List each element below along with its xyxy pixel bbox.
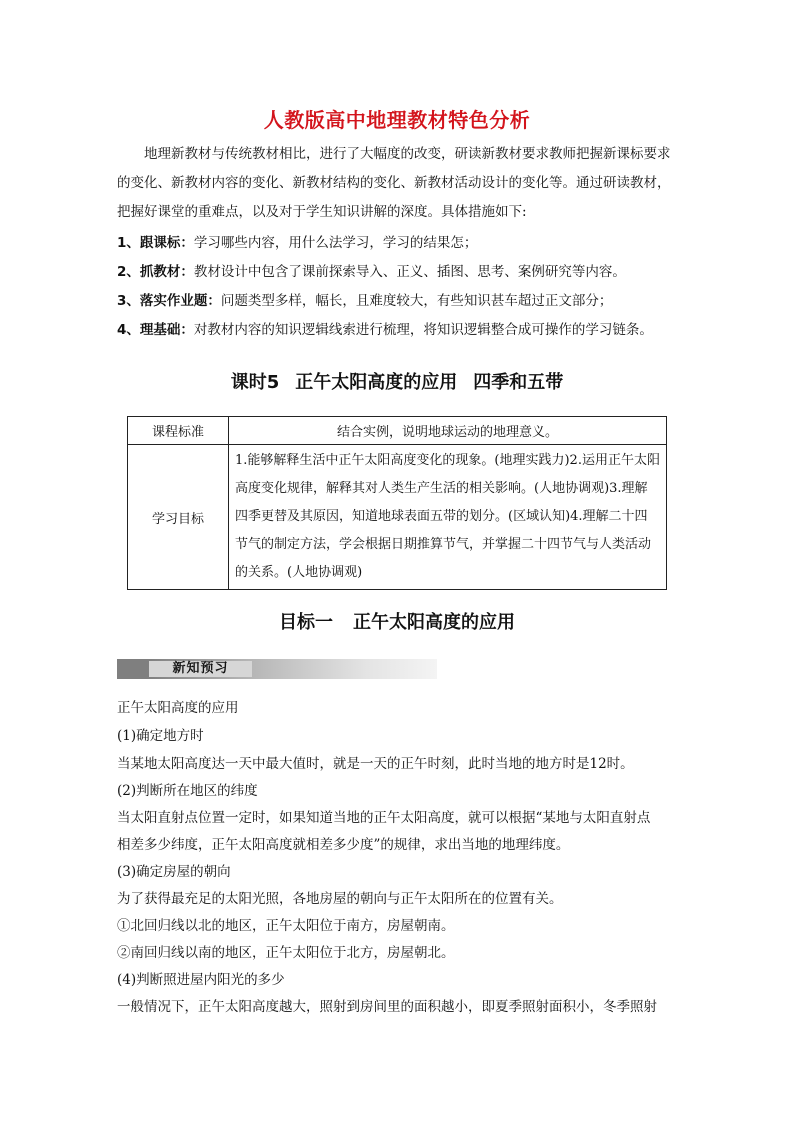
lesson-subtopic: 四季和五带 [473,372,564,393]
body-line: (2)判断所在地区的纬度 [117,783,258,799]
point-item [117,289,687,309]
point-label: 4、理基础： [117,322,194,338]
goal-text: 正午太阳高度的应用 [353,612,515,633]
point-label: 3、落实作业题： [117,293,221,309]
body-line: (4)判断照进屋内阳光的多少 [117,972,285,988]
body-line: 相差多少纬度，正午太阳高度就相差多少度”的规律，求出当地的地理纬度。 [117,837,570,853]
document-title: 人教版高中地理教材特色分析 [263,108,531,132]
section-banner [117,659,437,679]
body-line: (1)确定地方时 [117,728,204,744]
goal-heading [0,608,794,634]
body-line: 当太阳直射点位置一定时，如果知道当地的正午太阳高度，就可以根据“某地与太阳直射点 [117,810,651,826]
point-item [117,231,687,251]
point-item [117,318,687,338]
point-text: 对教材内容的知识逻辑线索进行梳理，将知识逻辑整合成可操作的学习链条。 [193,322,653,338]
lesson-number: 课时5 [230,372,280,393]
table-cell-label: 学习目标 [128,445,229,590]
goal-label: 目标一 [279,612,333,633]
point-text: 问题类型多样，幅长，且难度较大，有些知识甚车超过正文部分； [220,293,613,309]
lesson-topic: 正午太阳高度的应用 [295,372,458,393]
point-text: 教材设计中包含了课前探索导入、正义、插图、思考、案例研究等内容。 [193,264,626,280]
body-line: ①北回归线以北的地区，正午太阳位于南方，房屋朝南。 [117,918,455,934]
body-line: 正午太阳高度的应用 [117,700,239,716]
banner-label: 新知预习 [149,661,252,677]
intro-paragraph: 地理新教材与传统教材相比，进行了大幅度的改变，研读新教材要求教师把握新课标要求的变化、新教材内容的变化、新教材结构的变化、新教材活动设计的变化等。通过研读教材，把握好课堂的重难点，以及对于学生知识讲解的深度。具体措施如下: [117,146,671,220]
table-cell-value: 1.能够解释生活中正午太阳高度变化的现象。(地理实践力)2.运用正午太阳高度变化规律，解释其对人类生产生活的相关影响。(人地协调观)3.理解四季更替及其原因，知道地球表面五带的划分。(区域认知)4.理解二十四节气的制定方法，学会根据日期推算节气，并掌握二十四节气与人类活动的关系。(人地协调观) [229,445,667,590]
table-cell-value: 结合实例，说明地球运动的地理意义。 [229,417,667,445]
lesson-title [0,368,794,394]
table-row [128,417,667,445]
body-line: (3)确定房屋的朝向 [117,864,231,880]
table-row [128,445,667,590]
body-line: 为了获得最充足的太阳光照，各地房屋的朝向与正午太阳所在的位置有关。 [117,891,563,907]
point-item [117,260,687,280]
point-label: 1、跟课标： [117,235,194,251]
body-line: 一般情况下，正午太阳高度越大，照射到房间里的面积越小，即夏季照射面积小，冬季照射 [117,999,657,1015]
table-cell-label: 课程标准 [128,417,229,445]
body-line: ②南回归线以南的地区，正午太阳位于北方，房屋朝北。 [117,945,455,961]
body-line: 当某地太阳高度达一天中最大值时，就是一天的正午时刻，此时当地的地方时是12时。 [117,756,634,772]
point-text: 学习哪些内容，用什么法学习，学习的结果怎； [193,235,478,251]
curriculum-table [127,416,667,590]
point-label: 2、抓教材： [117,264,194,280]
